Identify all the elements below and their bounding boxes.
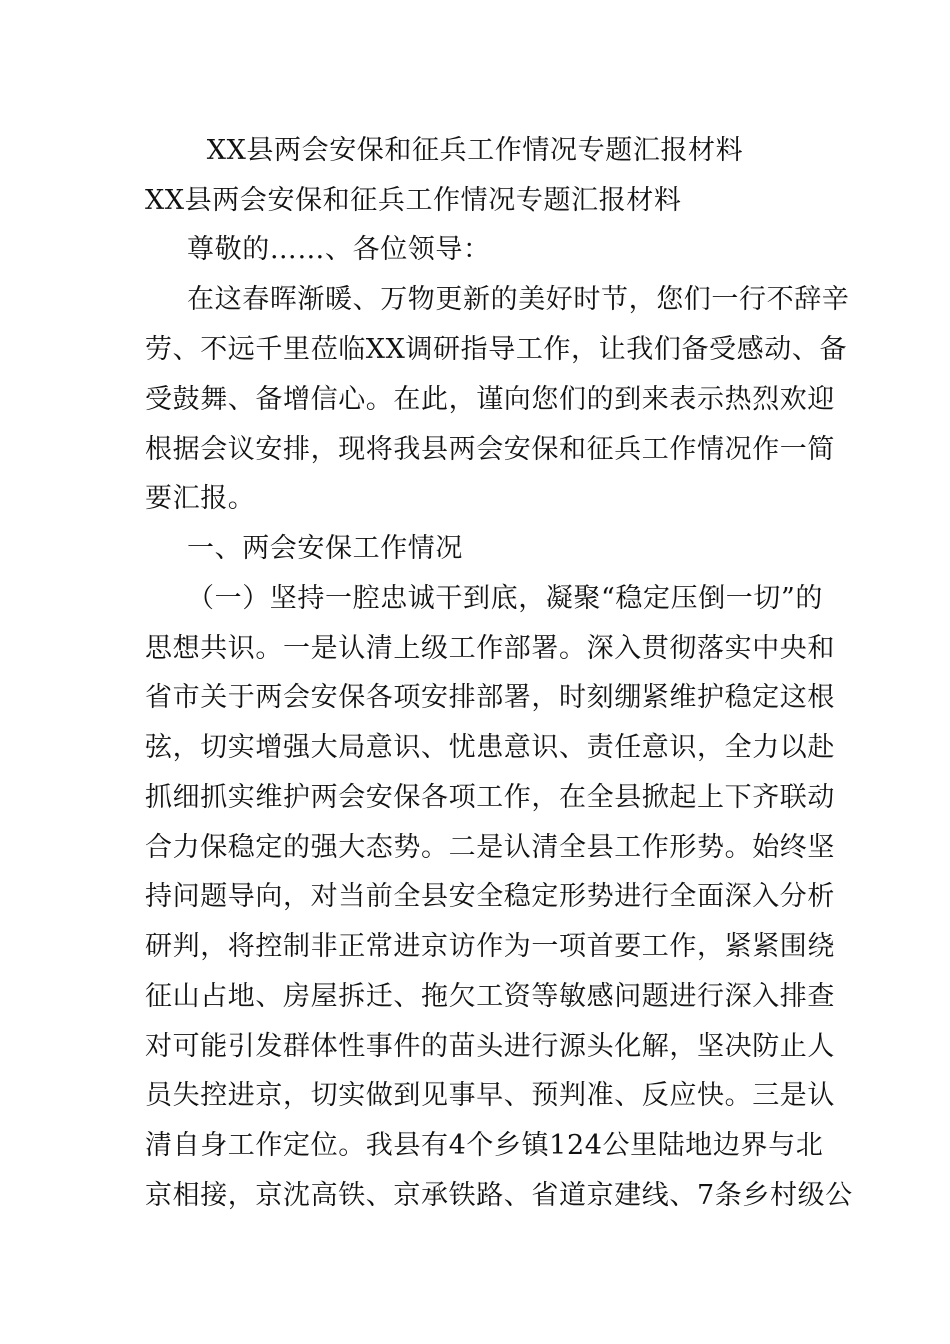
body-line: 对可能引发群体性事件的苗头进行源头化解，坚决防止人 xyxy=(145,1031,835,1062)
body-line: 持问题导向，对当前全县安全稳定形势进行全面深入分析 xyxy=(145,881,835,912)
body-line: 抓细抓实维护两会安保各项工作，在全县掀起上下齐联动 xyxy=(145,782,835,813)
salutation: 尊敬的……、各位领导： xyxy=(187,234,491,265)
body-line: 清自身工作定位。我县有4个乡镇124公里陆地边界与北 xyxy=(145,1130,824,1161)
body-line: 弦，切实增强大局意识、忧患意识、责任意识，全力以赴 xyxy=(145,732,835,763)
document-title: XX县两会安保和征兵工作情况专题汇报材料 xyxy=(206,135,744,166)
intro-line: 要汇报。 xyxy=(145,483,256,514)
intro-line: 根据会议安排，现将我县两会安保和征兵工作情况作一简 xyxy=(145,434,835,465)
body-line: 合力保稳定的强大态势。二是认清全县工作形势。始终坚 xyxy=(145,832,835,863)
intro-line: 劳、不远千里莅临XX调研指导工作，让我们备受感动、备 xyxy=(145,334,848,365)
body-line: 省市关于两会安保各项安排部署，时刻绷紧维护稳定这根 xyxy=(145,682,835,713)
body-line: 研判，将控制非正常进京访作为一项首要工作，紧紧围绕 xyxy=(145,931,835,962)
body-line: （一）坚持一腔忠诚干到底，凝聚“稳定压倒一切”的 xyxy=(187,583,824,614)
intro-line: 受鼓舞、备增信心。在此，谨向您们的到来表示热烈欢迎 xyxy=(145,384,835,415)
document-subtitle: XX县两会安保和征兵工作情况专题汇报材料 xyxy=(145,185,682,216)
body-line: 思想共识。一是认清上级工作部署。深入贯彻落实中央和 xyxy=(145,633,835,664)
body-line: 员失控进京，切实做到见事早、预判准、反应快。三是认 xyxy=(145,1080,835,1111)
intro-line: 在这春晖渐暖、万物更新的美好时节，您们一行不辞辛 xyxy=(187,284,850,315)
body-line: 京相接，京沈高铁、京承铁路、省道京建线、7条乡村级公 xyxy=(145,1180,853,1211)
section-heading: 一、两会安保工作情况 xyxy=(187,533,463,564)
body-line: 征山占地、房屋拆迁、拖欠工资等敏感问题进行深入排查 xyxy=(145,981,835,1012)
